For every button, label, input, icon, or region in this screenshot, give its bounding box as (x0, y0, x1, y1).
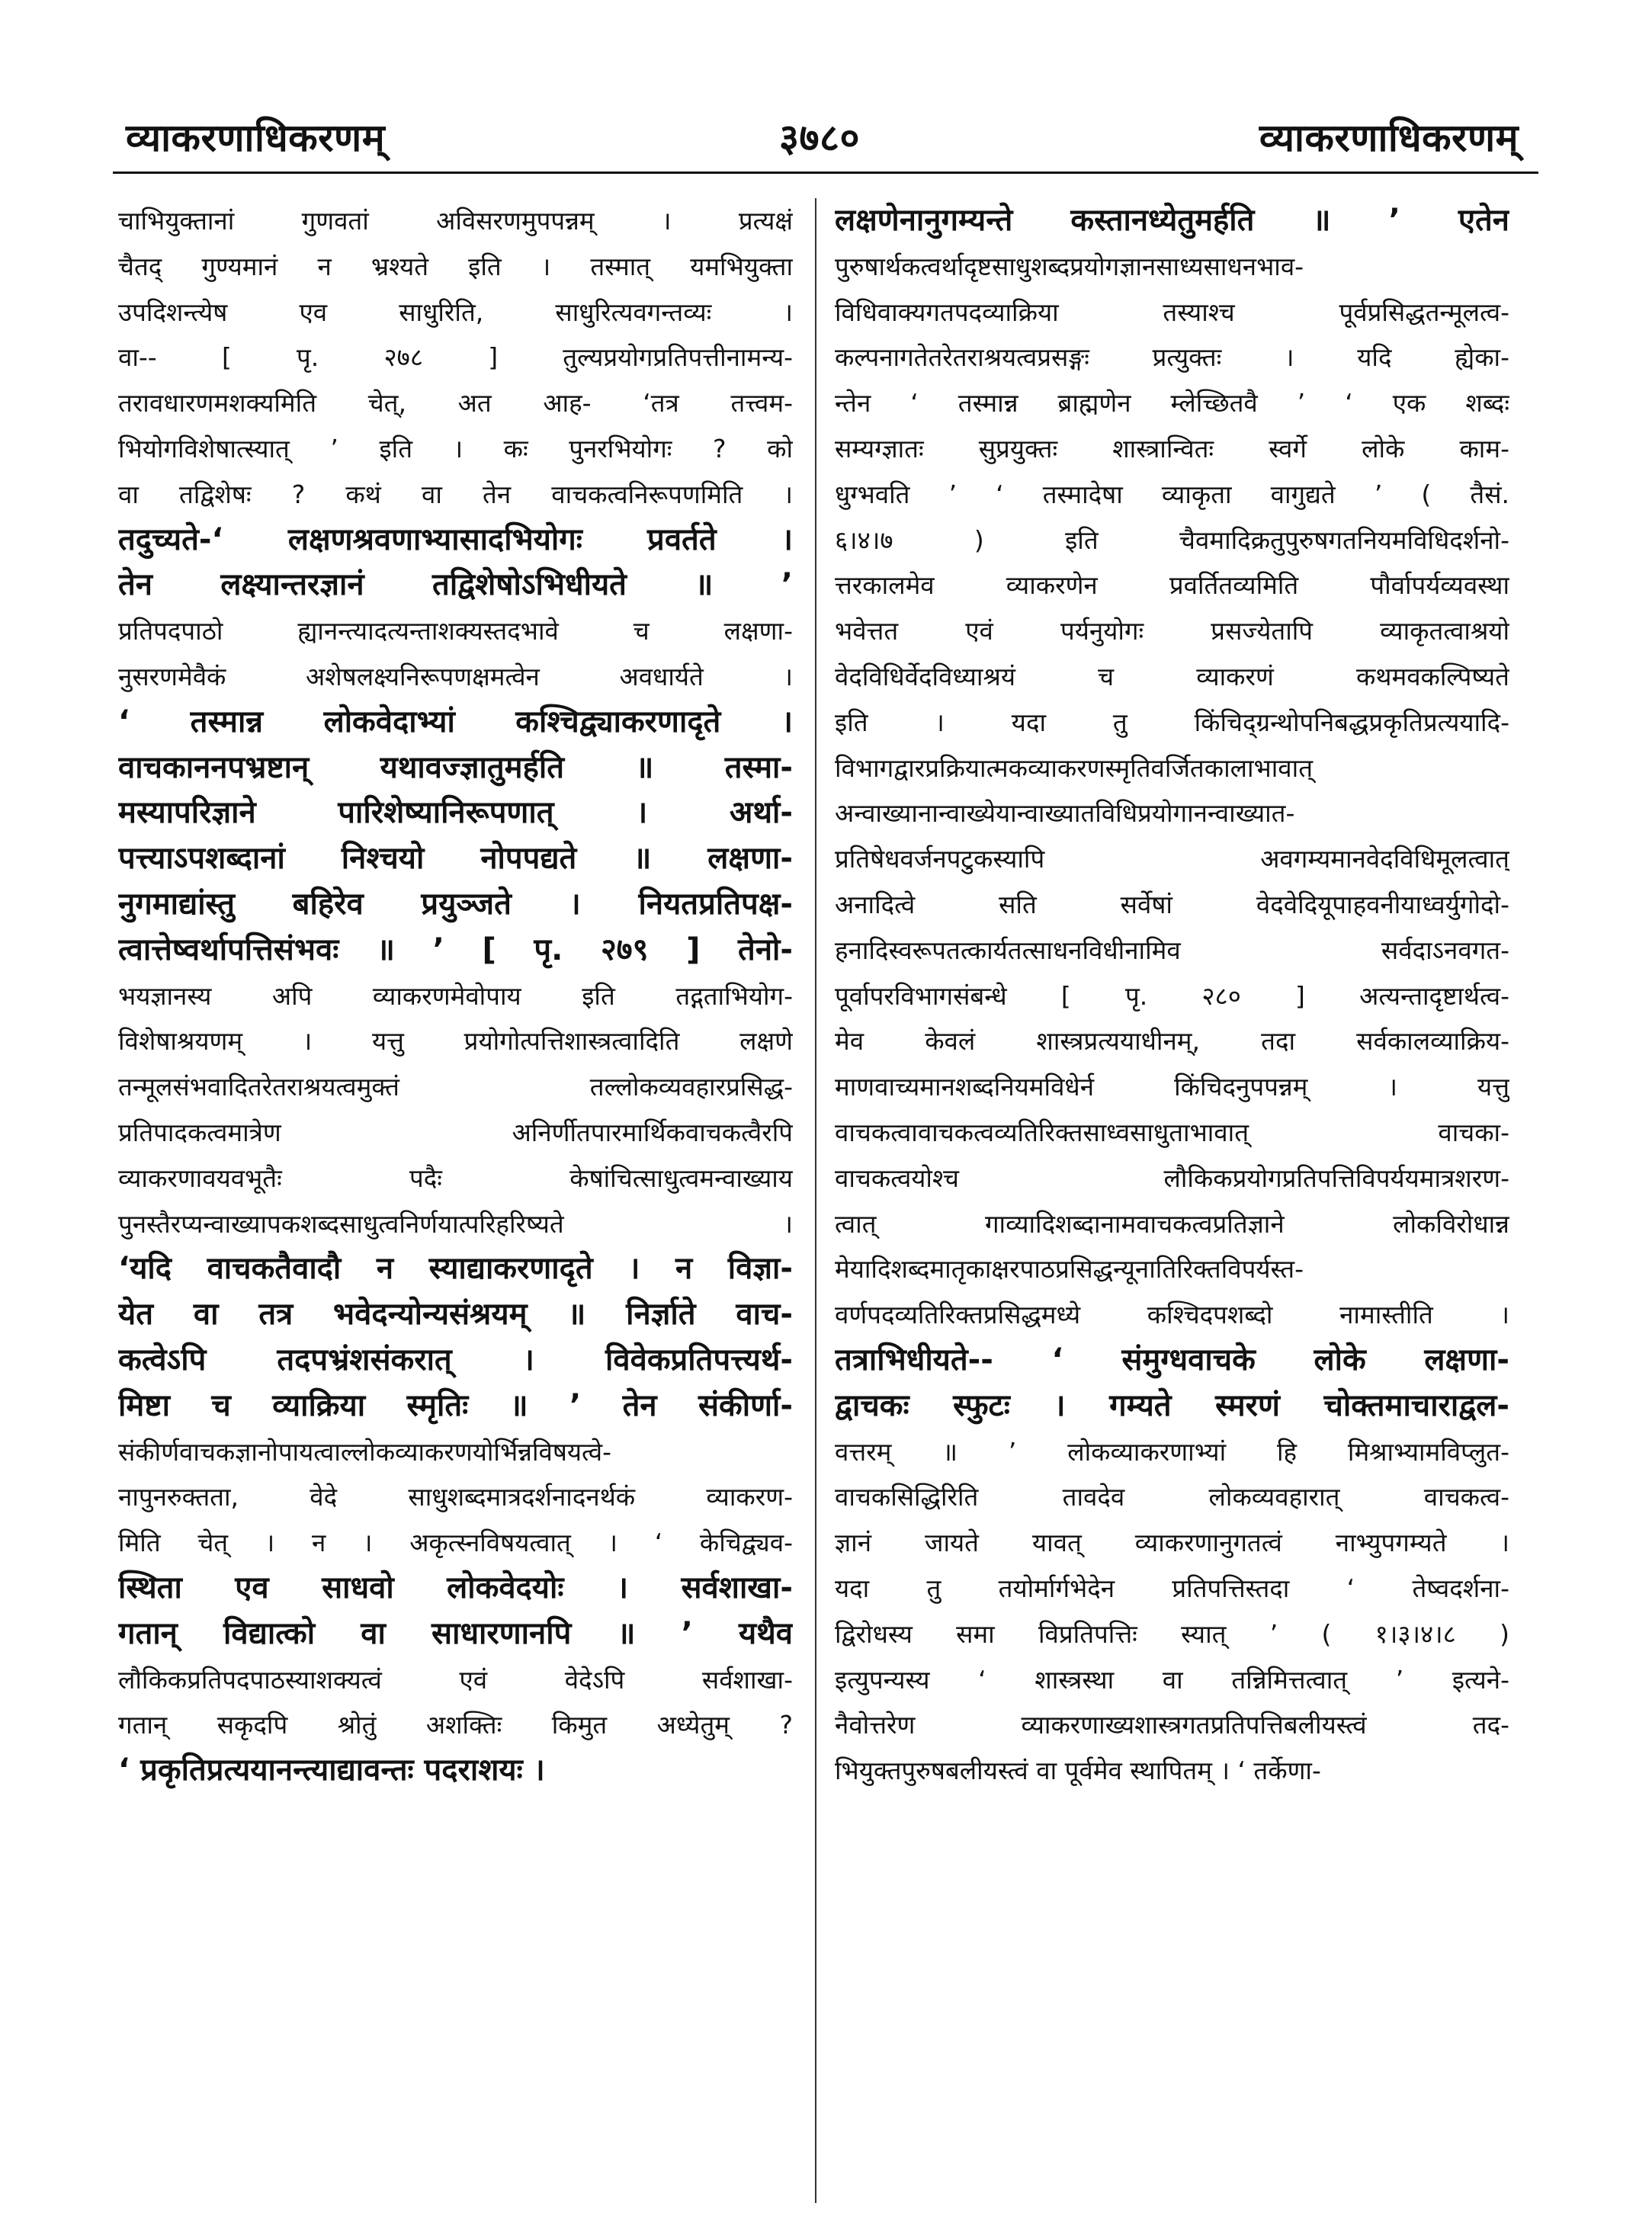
text-line: प्रतिषेधवर्जनपटुकस्यापि अवगम्यमानवेदविधिमूलत्वात् (835, 844, 1509, 874)
text-line: वा तद्विशेषः ? कथं वा तेन वाचकत्वनिरूपणमिति । (118, 479, 793, 509)
text-line: ‘ तस्मान्न लोकवेदाभ्यां कश्चिद्व्याकरणादृते । (118, 704, 793, 739)
text-line: कल्पनागतेतरेतराश्रयत्वप्रसङ्गः प्रत्युक्तः । यदि ह्येका- (835, 342, 1509, 373)
text-line: चाभियुक्तानां गुणवतां अविसरणमुपपन्नम् । प्रत्यक्षं (118, 206, 793, 236)
text-line: विभागद्वारप्रक्रियात्मकव्याकरणस्मृतिवर्जितकालाभावात् (835, 752, 1313, 783)
text-line: लौकिकप्रतिपदपाठस्याशक्यत्वं एवं वेदेऽपि सर्वशाखा- (118, 1664, 793, 1695)
text-line: संकीर्णवाचकज्ञानोपायत्वाल्लोकव्याकरणयोर्भिन्नविषयत्वे- (118, 1436, 612, 1467)
text-line: वेदविधिर्वेदविध्याश्रयं च व्याकरणं कथमवकल्पिष्यते (835, 661, 1509, 691)
text-line: तत्राभिधीयते-- ‘ संमुग्धवाचके लोके लक्षणा- (835, 1342, 1509, 1377)
text-line: मिति चेत् । न । अकृत्स्नविषयत्वात् । ‘ केचिद्व्यव- (118, 1528, 793, 1558)
text-line: विशेषाश्रयणम् । यत्तु प्रयोगोत्पत्तिशास्त्रत्वादिति लक्षणे (118, 1026, 793, 1057)
running-header-left: व्याकरणाधिकरणम् (126, 116, 386, 160)
text-line: कत्वेऽपि तदपभ्रंशसंकरात् । विवेकप्रतिपत्त्यर्थ- (118, 1342, 793, 1377)
text-line: चैतद् गुण्यमानं न भ्रश्यते इति । तस्मात् यमभियुक्ता (118, 251, 793, 281)
text-line: त्तरकालमेव व्याकरणेन प्रवर्तितव्यमिति पौर्वापर्यव्यवस्था (835, 570, 1509, 601)
text-line: ६।४।७ ) इति चैवमादिक्रतुपुरुषगतनियमविधिदर्शनो- (835, 524, 1509, 555)
text-line: सम्यग्ज्ञातः सुप्रयुक्तः शास्त्रान्वितः स्वर्गे लोके काम- (835, 433, 1509, 463)
text-line: नुगमाद्यांस्तु बहिरेव प्रयुञ्जते । नियतप्रतिपक्ष- (118, 886, 793, 922)
text-line: द्वाचकः स्फुटः । गम्यते स्मरणं चोक्तमाचाराद्वल- (835, 1387, 1509, 1423)
left-column (118, 198, 793, 1794)
text-line: तदुच्यते-‘ लक्षणश्रवणाभ्यासादभियोगः प्रवर्तते । (118, 521, 793, 557)
text-line: गतान् विद्यात्को वा साधारणानपि ॥ ’ यथैव (118, 1615, 793, 1651)
text-line: न्तेन ‘ तस्मान्न ब्राह्मणेन म्लेच्छितवै ’ ‘ एक शब्दः (835, 388, 1509, 419)
text-line: इति । यदा तु किंचिद्ग्रन्थोपनिबद्धप्रकृतिप्रत्ययादि- (835, 707, 1509, 737)
page-number: ३७८० (779, 116, 860, 160)
column-divider (815, 198, 816, 2203)
text-line: तरावधारणमशक्यमिति चेत्, अत आह- ‘तत्र तत्त्वम- (118, 388, 793, 419)
text-line: अनादित्वे सति सर्वेषां वेदवेदियूपाहवनीयाध्वर्युगोदो- (835, 889, 1509, 919)
text-line: भयज्ञानस्य अपि व्याकरणमेवोपाय इति तद्गताभियोग- (118, 980, 793, 1011)
text-line: तेन लक्ष्यान्तरज्ञानं तद्विशेषोऽभिधीयते ॥ ’ (118, 567, 793, 603)
header-rule (113, 172, 1538, 174)
text-line: नैवोत्तरेण व्याकरणाख्यशास्त्रगतप्रतिपत्तिबलीयस्त्वं तद- (835, 1710, 1509, 1740)
text-line: गतान् सकृदपि श्रोतुं अशक्तिः किमुत अध्येतुम् ? (118, 1710, 793, 1740)
text-line: वर्णपदव्यतिरिक्तप्रसिद्धमध्ये कश्चिदपशब्दो नामास्तीति । (835, 1300, 1509, 1330)
text-line: इत्युपन्यस्य ‘ शास्त्रस्था वा तन्निमित्तत्वात् ’ इत्यने- (835, 1664, 1509, 1695)
text-line: ज्ञानं जायते यावत् व्याकरणानुगतत्वं नाभ्युपगम्यते । (835, 1528, 1509, 1558)
right-column (835, 198, 1509, 1794)
text-line: द्विरोधस्य समा विप्रतिपत्तिः स्यात् ’ ( १।३।४।८ ) (835, 1618, 1509, 1649)
text-line: माणवाच्यमानशब्दनियमविधेर्न किंचिदनुपपन्नम् । यत्तु (835, 1072, 1509, 1102)
text-line: मेयादिशब्दमातृकाक्षरपाठप्रसिद्धन्यूनातिरिक्तविपर्यस्त- (835, 1254, 1304, 1284)
text-line: पुनस्तैरप्यन्वाख्यापकशब्दसाधुत्वनिर्णयात्परिहरिष्यते । (118, 1208, 793, 1239)
text-line: वाचकाननपभ्रष्टान् यथावज्ज्ञातुमर्हति ॥ तस्मा- (118, 749, 793, 785)
text-line: पूर्वापरविभागसंबन्धे [ पृ. २८० ] अत्यन्तादृष्टार्थत्व- (835, 980, 1509, 1011)
text-line: प्रतिपादकत्वमात्रेण अनिर्णीतपारमार्थिकवाचकत्वैरपि (118, 1117, 793, 1147)
text-line: वा-- [ पृ. २७८ ] तुल्यप्रयोगप्रतिपत्तीनामन्य- (118, 342, 793, 373)
text-line: उपदिशन्त्येष एव साधुरिति, साधुरित्यवगन्तव्यः । (118, 297, 793, 327)
text-line: वाचकसिद्धिरिति तावदेव लोकव्यवहारात् वाचकत्व- (835, 1482, 1509, 1512)
running-header-right: व्याकरणाधिकरणम् (1259, 116, 1519, 160)
text-line: त्वात् गाव्यादिशब्दानामवाचकत्वप्रतिज्ञाने लोकविरोधान्न (835, 1208, 1509, 1239)
text-line: प्रतिपदपाठो ह्यानन्त्यादत्यन्ताशक्यस्तदभावे च लक्षणा- (118, 616, 793, 646)
text-line: नापुनरुक्तता, वेदे साधुशब्दमात्रदर्शनादनर्थकं व्याकरण- (118, 1482, 793, 1512)
text-line: वाचकत्वावाचकत्वव्यतिरिक्तसाध्वसाधुताभावात् वाचका- (835, 1117, 1509, 1147)
text-line: पत्त्याऽपशब्दानां निश्चयो नोपपद्यते ॥ लक्षणा- (118, 841, 793, 877)
text-line: ‘यदि वाचकतैवादौ न स्याद्याकरणादृते । न विज्ञा- (118, 1251, 793, 1287)
text-line: मिष्टा च व्याक्रिया स्मृतिः ॥ ’ तेन संकीर्णा- (118, 1387, 793, 1423)
text-line: हनादिस्वरूपतत्कार्यतत्साधनविधीनामिव सर्वदाऽनवगत- (835, 935, 1509, 965)
text-line: नुसरणमेवैकं अशेषलक्ष्यनिरूपणक्षमत्वेन अवधार्यते । (118, 661, 793, 691)
text-line: मेव केवलं शास्त्रप्रत्ययाधीनम्, तदा सर्वकालव्याक्रिय- (835, 1026, 1509, 1057)
text-line: त्वात्तेष्वर्थापत्तिसंभवः ॥ ’ [ पृ. २७९ ] तेनो- (118, 932, 793, 967)
text-line: भियोगविशेषात्स्यात् ’ इति । कः पुनरभियोगः ? को (118, 433, 793, 463)
text-line: मस्यापरिज्ञाने पारिशेष्यानिरूपणात् । अर्था- (118, 795, 793, 831)
text-line: तन्मूलसंभवादितरेतराश्रयत्वमुक्तं तल्लोकव्यवहारप्रसिद्ध- (118, 1072, 793, 1102)
text-line: यदा तु तयोर्मार्गभेदेन प्रतिपत्तिस्तदा ‘ तेष्वदर्शना- (835, 1573, 1509, 1603)
text-line: भियुक्तपुरुषबलीयस्त्वं वा पूर्वमेव स्थापितम् । ‘ तर्केणा- (835, 1756, 1321, 1786)
text-line: ‘ प्रकृतिप्रत्ययानन्त्याद्यावन्तः पदराशयः । (118, 1753, 545, 1788)
text-line: भवेत्तत एवं पर्यनुयोगः प्रसज्येतापि व्याकृतत्वाश्रयो (835, 616, 1509, 646)
text-line: पुरुषार्थकत्वर्थादृष्टसाधुशब्दप्रयोगज्ञानसाध्यसाधनभाव- (835, 251, 1304, 281)
text-line: वत्तरम् ॥ ’ लोकव्याकरणाभ्यां हि मिश्राभ्यामविप्लुत- (835, 1436, 1509, 1467)
text-line: वाचकत्वयोश्च लौकिकप्रयोगप्रतिपत्तिविपर्ययमात्रशरण- (835, 1163, 1509, 1193)
text-line: विधिवाक्यगतपदव्याक्रिया तस्याश्च पूर्वप्रसिद्धतन्मूलत्व- (835, 297, 1509, 327)
text-line: अन्वाख्यानान्वाख्येयान्वाख्यातविधिप्रयोगानन्वाख्यात- (835, 798, 1295, 829)
text-line: धुग्भवति ’ ‘ तस्मादेषा व्याकृता वागुद्यते ’ ( तैसं. (835, 479, 1509, 509)
text-line: येत वा तत्र भवेदन्योन्यसंश्रयम् ॥ निर्ज्ञाते वाच- (118, 1297, 793, 1332)
text-line: स्थिता एव साधवो लोकवेदयोः । सर्वशाखा- (118, 1570, 793, 1605)
text-line: लक्षणेनानुगम्यन्ते कस्तानध्येतुमर्हति ॥ ’ एतेन (835, 203, 1509, 238)
text-line: व्याकरणावयवभूतैः पदैः केषांचित्साधुत्वमन्वाख्याय (118, 1163, 793, 1193)
